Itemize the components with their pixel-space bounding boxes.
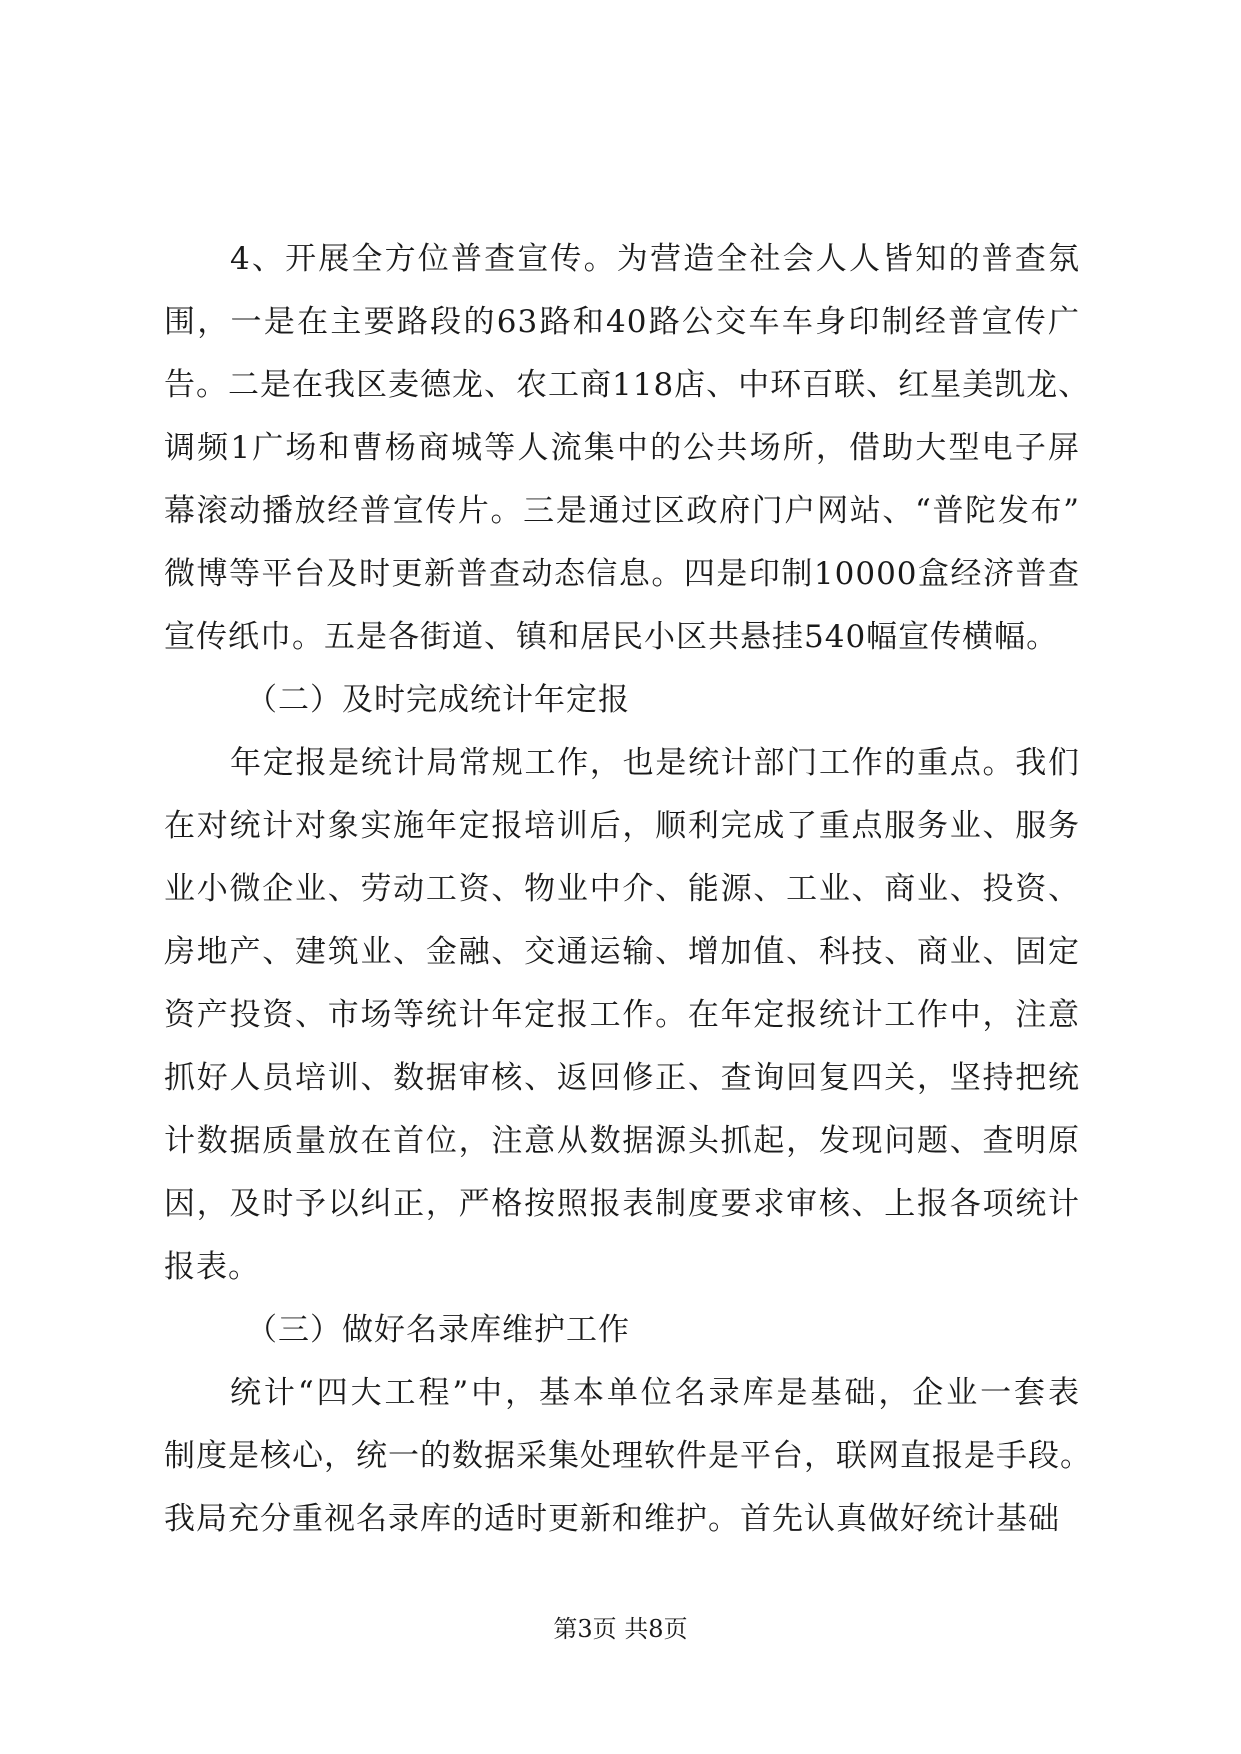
paragraph-line: 围，一是在主要路段的63路和40路公交车车身印制经普宣传广: [164, 304, 1080, 340]
paragraph-line: 计数据质量放在首位，注意从数据源头抓起，发现问题、查明原: [164, 1123, 1080, 1159]
paragraph-line: 宣传纸巾。五是各街道、镇和居民小区共悬挂540幅宣传横幅。: [164, 619, 1059, 655]
paragraph: [164, 228, 1091, 669]
paragraph-line: 告。二是在我区麦德龙、农工商118店、中环百联、红星美凯龙、: [164, 367, 1091, 403]
paragraph-line: 业小微企业、劳动工资、物业中介、能源、工业、商业、投资、: [164, 871, 1080, 907]
paragraph-line: 报表。: [164, 1249, 260, 1285]
paragraph: [164, 1362, 1092, 1551]
paragraph-line: 制度是核心，统一的数据采集处理软件是平台，联网直报是手段。: [164, 1438, 1092, 1474]
paragraph-line: 年定报是统计局常规工作，也是统计部门工作的重点。我们: [230, 745, 1080, 781]
paragraph-line: 因，及时予以纠正，严格按照报表制度要求审核、上报各项统计: [164, 1186, 1080, 1222]
paragraph-line: 统计“四大工程”中，基本单位名录库是基础，企业一套表: [230, 1375, 1080, 1411]
heading-text: （三）做好名录库维护工作: [246, 1312, 630, 1348]
page-number: 第3页 共8页: [553, 1615, 688, 1643]
paragraph-line: 资产投资、市场等统计年定报工作。在年定报统计工作中，注意: [164, 997, 1080, 1033]
paragraph-line: 我局充分重视名录库的适时更新和维护。首先认真做好统计基础: [164, 1501, 1060, 1537]
paragraph: [164, 732, 1080, 1299]
paragraph-line: 幕滚动播放经普宣传片。三是通过区政府门户网站、“普陀发布”: [164, 493, 1080, 529]
section-heading: [164, 669, 1080, 732]
paragraph-line: 房地产、建筑业、金融、交通运输、增加值、科技、商业、固定: [164, 934, 1080, 970]
section-heading: [164, 1299, 1080, 1362]
document-body: [164, 228, 1092, 1551]
paragraph-line: 调频1广场和曹杨商城等人流集中的公共场所，借助大型电子屏: [164, 430, 1080, 466]
heading-text: （二）及时完成统计年定报: [246, 682, 630, 718]
paragraph-line: 在对统计对象实施年定报培训后，顺利完成了重点服务业、服务: [164, 808, 1080, 844]
paragraph-line: 微博等平台及时更新普查动态信息。四是印制10000盒经济普查: [164, 556, 1080, 592]
paragraph-line: 4、开展全方位普查宣传。为营造全社会人人皆知的普查氛: [230, 241, 1080, 277]
paragraph-line: 抓好人员培训、数据审核、返回修正、查询回复四关，坚持把统: [164, 1060, 1080, 1096]
